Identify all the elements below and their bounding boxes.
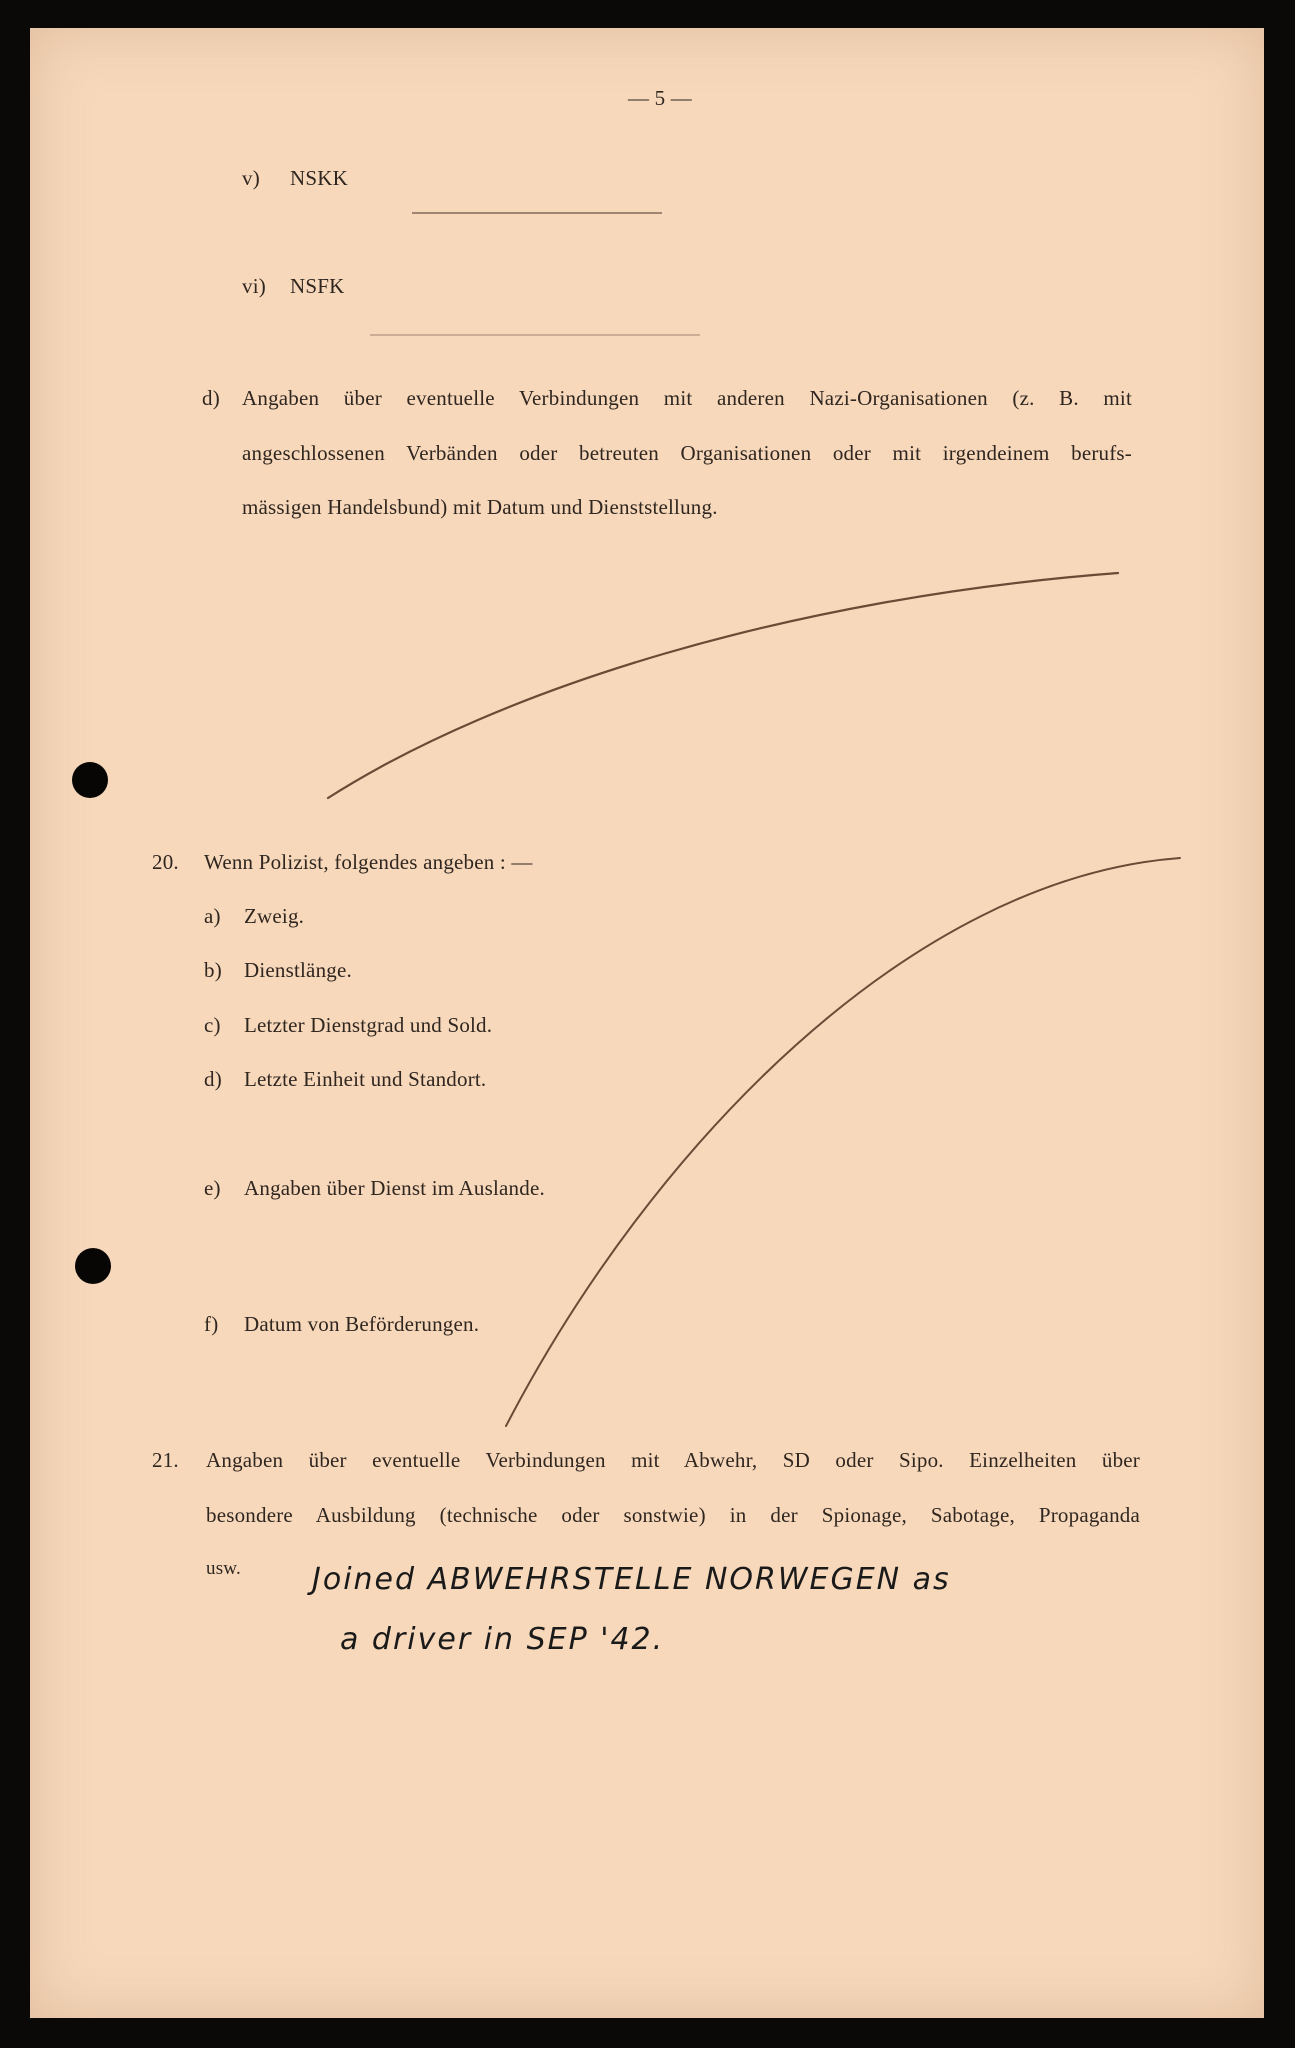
q20-number: 20. bbox=[152, 850, 179, 874]
punch-hole-bottom bbox=[75, 1248, 111, 1284]
q20-b-text: Dienstlänge. bbox=[244, 958, 352, 982]
q20-a-text: Zweig. bbox=[244, 904, 305, 928]
q21-number: 21. bbox=[152, 1448, 179, 1472]
item-v-marker: v) bbox=[242, 166, 260, 190]
item-d-marker: d) bbox=[202, 386, 220, 410]
q21-line-2: besondere Ausbildung (technische oder sonstwie) in der Spionage, Sabotage, Propaganda bbox=[206, 1503, 1140, 1527]
q20-f-text: Datum von Beförderungen. bbox=[244, 1312, 480, 1336]
item-vi-label: NSFK bbox=[290, 274, 345, 298]
q21-line-1: Angaben über eventuelle Verbindungen mit Abwehr, SD oder Sipo. Einzelheiten über bbox=[206, 1448, 1140, 1472]
punch-hole-top bbox=[72, 762, 108, 798]
q20-d-marker: d) bbox=[204, 1067, 222, 1091]
cross-out-stroke-20 bbox=[506, 858, 1180, 1426]
cross-out-stroke-d bbox=[328, 573, 1118, 798]
q20-f-marker: f) bbox=[204, 1312, 219, 1336]
q20-a-marker: a) bbox=[204, 904, 221, 928]
handwritten-answer-line-2: a driver in SEP '42. bbox=[340, 1622, 665, 1657]
pencil-cross-out-strokes bbox=[30, 28, 1264, 2018]
q21-line-3: usw. bbox=[206, 1558, 241, 1579]
q20-text: Wenn Polizist, folgendes angeben : — bbox=[204, 850, 533, 874]
item-d-line-3: mässigen Handelsbund) mit Datum und Dienststellung. bbox=[242, 495, 718, 519]
item-d-line-1: Angaben über eventuelle Verbindungen mit anderen Nazi-Organisationen (z. B. mit bbox=[242, 386, 1132, 410]
item-v-label: NSKK bbox=[290, 166, 348, 190]
q20-c-text: Letzter Dienstgrad und Sold. bbox=[244, 1013, 493, 1037]
q20-e-marker: e) bbox=[204, 1176, 221, 1200]
q20-e-text: Angaben über Dienst im Auslande. bbox=[244, 1176, 545, 1200]
page-number: — 5 — bbox=[628, 86, 692, 110]
item-vi-marker: vi) bbox=[242, 274, 266, 298]
item-d-line-2: angeschlossenen Verbänden oder betreuten Organisationen oder mit irgendeinem berufs- bbox=[242, 441, 1132, 465]
handwritten-answer-line-1: Joined ABWEHRSTELLE NORWEGEN as bbox=[312, 1562, 951, 1597]
q20-d-text: Letzte Einheit und Standort. bbox=[244, 1067, 487, 1091]
document-page bbox=[30, 28, 1264, 2018]
q20-c-marker: c) bbox=[204, 1013, 221, 1037]
q20-b-marker: b) bbox=[204, 958, 222, 982]
